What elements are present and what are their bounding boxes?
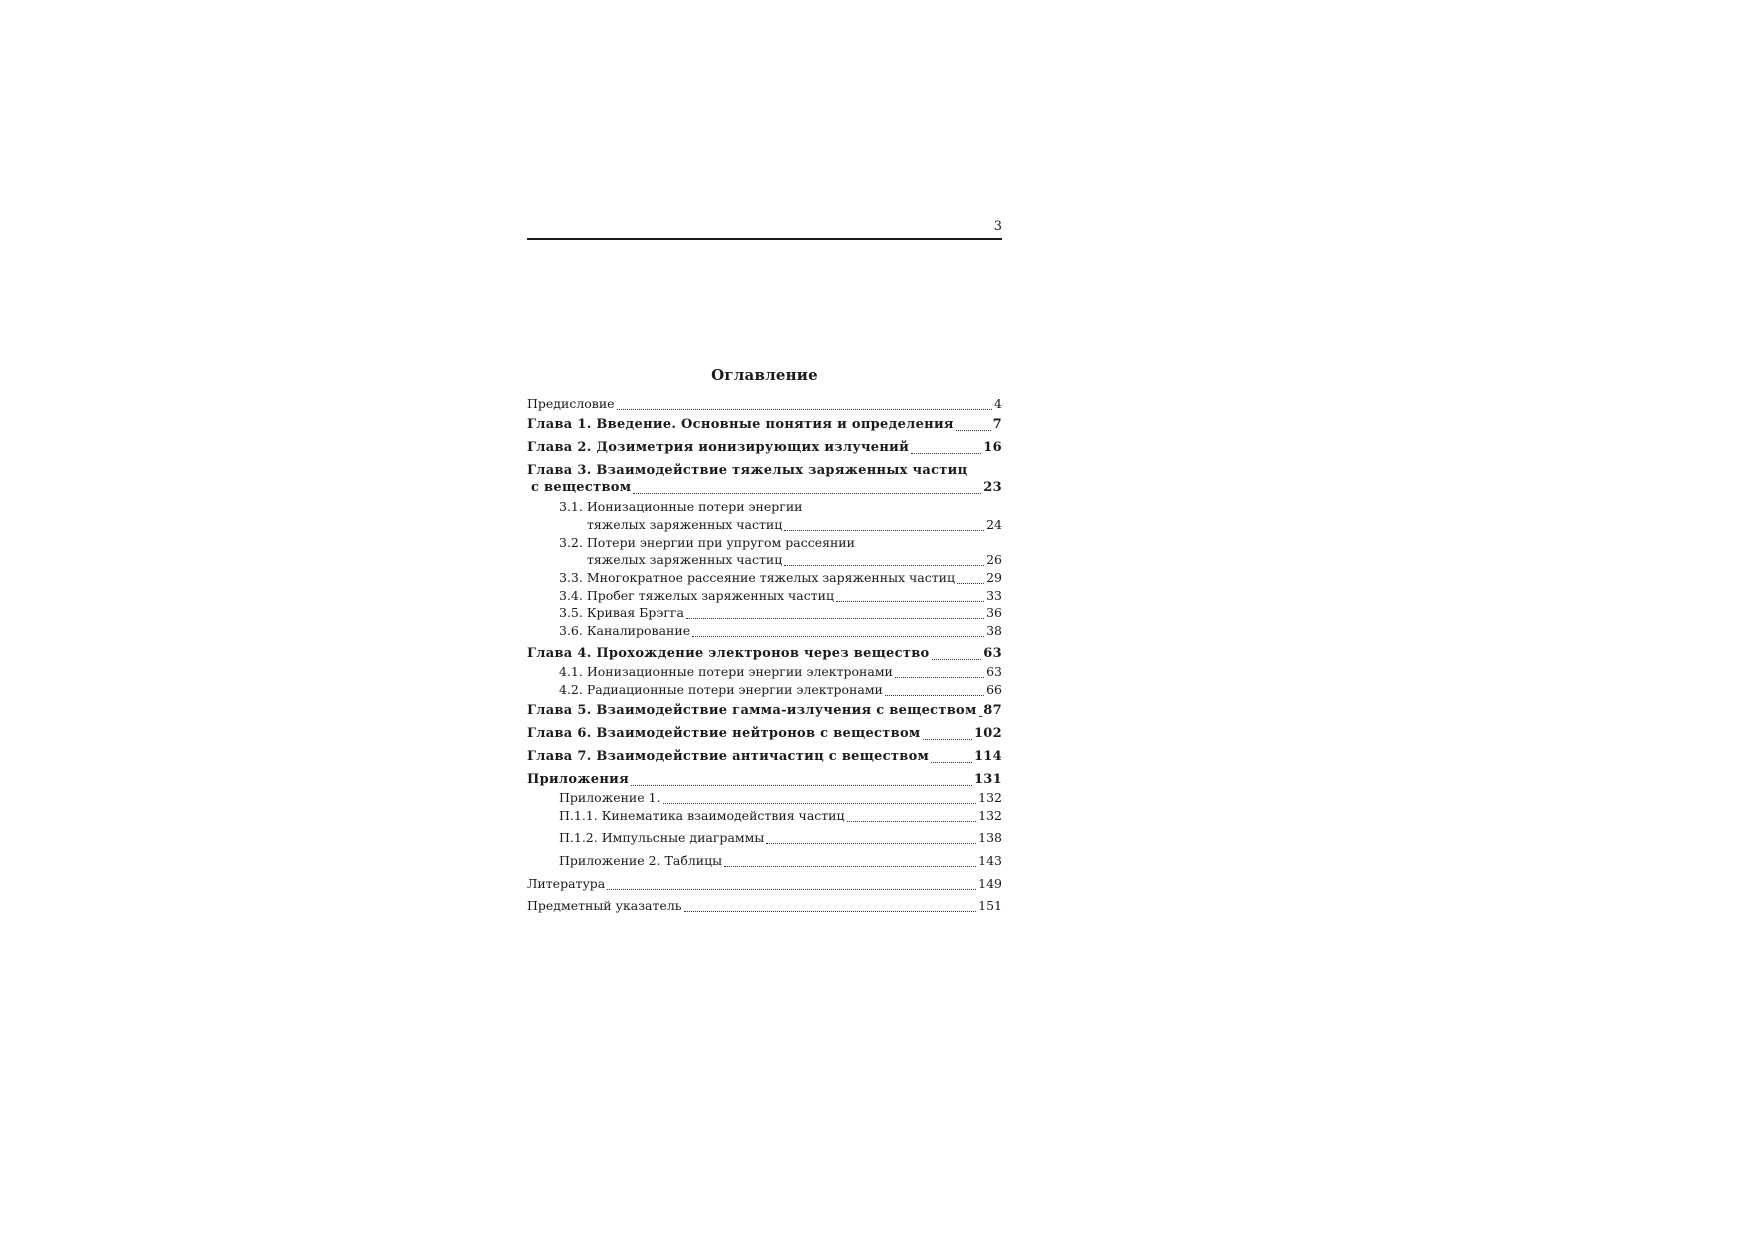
toc-entry-chapter-4[interactable] — [527, 646, 1002, 664]
toc-entry-text: 3.5. Кривая Брэгга — [559, 605, 684, 620]
toc-entry-page: 33 — [986, 588, 1002, 603]
leader-dots — [885, 694, 984, 696]
toc-entry-text: Глава 4. Прохождение электронов через вещество — [527, 646, 930, 661]
leader-dots — [979, 715, 982, 717]
toc-entry-literature[interactable] — [527, 876, 1002, 894]
toc-entry-4-2[interactable] — [559, 682, 1002, 700]
toc-entry-page: 149 — [978, 876, 1002, 891]
toc-entry-text: 4.1. Ионизационные потери энергии электронами — [559, 664, 893, 679]
page-number: 3 — [993, 219, 1002, 234]
toc-entry-chapter-3-line1[interactable]: Глава 3. Взаимодействие тяжелых заряженных частиц — [527, 463, 968, 478]
toc-entry-text: Глава 7. Взаимодействие античастиц с веществом — [527, 749, 930, 764]
toc-entry-3-6[interactable] — [559, 623, 1002, 641]
toc-entry-page: 151 — [978, 898, 1002, 913]
leader-dots — [784, 529, 984, 531]
toc-entry-page: 7 — [992, 417, 1002, 432]
toc-entry-page: 143 — [978, 853, 1002, 868]
toc-entry-preface[interactable] — [527, 396, 1002, 414]
leader-dots — [957, 582, 984, 584]
toc-entry-text: Литература — [527, 876, 606, 891]
toc-entry-appendix-1[interactable] — [559, 790, 1002, 808]
leader-dots — [686, 617, 984, 619]
toc-entry-page: 138 — [978, 830, 1002, 845]
toc-entry-text: Приложения — [527, 772, 630, 787]
toc-entry-3-1-line1[interactable]: 3.1. Ионизационные потери энергии — [559, 499, 803, 514]
leader-dots — [931, 761, 972, 763]
toc-entry-text: 3.3. Многократное рассеяние тяжелых заряженных частиц — [559, 570, 956, 585]
document-page — [527, 0, 1002, 1241]
toc-entry-page: 4 — [994, 396, 1002, 411]
toc-entry-page: 63 — [986, 664, 1002, 679]
toc-entry-page: 16 — [983, 440, 1002, 455]
leader-dots — [784, 564, 984, 566]
toc-entry-3-5[interactable] — [559, 605, 1002, 623]
toc-entry-subject-index[interactable] — [527, 898, 1002, 916]
toc-entry-chapter-3[interactable] — [531, 480, 1002, 498]
leader-dots — [724, 865, 976, 867]
toc-entry-text: Предметный указатель — [527, 898, 682, 913]
toc-entry-text: Приложение 1. — [559, 790, 661, 805]
leader-dots — [663, 802, 977, 804]
leader-dots — [836, 600, 984, 602]
toc-entry-3-2[interactable] — [587, 552, 1002, 570]
toc-entry-3-2-line1[interactable]: 3.2. Потери энергии при упругом рассеянии — [559, 535, 855, 550]
header-rule — [527, 238, 1002, 240]
toc-entry-chapter-1[interactable] — [527, 417, 1002, 435]
toc-entry-page: 131 — [973, 772, 1002, 787]
toc-entry-text: Глава 5. Взаимодействие гамма-излучения с веществом — [527, 703, 977, 718]
leader-dots — [631, 784, 972, 786]
leader-dots — [911, 452, 981, 454]
toc-entry-p-1-2[interactable] — [559, 830, 1002, 848]
toc-entry-page: 26 — [986, 552, 1002, 567]
toc-title: Оглавление — [711, 366, 818, 384]
leader-dots — [684, 910, 977, 912]
toc-entry-appendices[interactable] — [527, 772, 1002, 790]
toc-entry-text: П.1.2. Импульсные диаграммы — [559, 830, 765, 845]
toc-entry-text: Приложение 2. Таблицы — [559, 853, 723, 868]
leader-dots — [692, 635, 984, 637]
toc-entry-page: 29 — [986, 570, 1002, 585]
toc-entry-page: 36 — [986, 605, 1002, 620]
toc-entry-page: 38 — [986, 623, 1002, 638]
toc-entry-3-4[interactable] — [559, 588, 1002, 606]
leader-dots — [895, 676, 984, 678]
leader-dots — [956, 429, 991, 431]
toc-entry-text: Предисловие — [527, 396, 615, 411]
toc-entry-3-1[interactable] — [587, 517, 1002, 535]
leader-dots — [847, 820, 977, 822]
toc-entry-4-1[interactable] — [559, 664, 1002, 682]
toc-entry-text: 4.2. Радиационные потери энергии электронами — [559, 682, 883, 697]
leader-dots — [617, 408, 992, 410]
leader-dots — [766, 842, 976, 844]
toc-entry-p-1-1[interactable] — [559, 808, 1002, 826]
toc-entry-page: 87 — [983, 703, 1002, 718]
toc-entry-chapter-2[interactable] — [527, 440, 1002, 458]
toc-entry-text: 3.4. Пробег тяжелых заряженных частиц — [559, 588, 834, 603]
toc-entry-page: 63 — [983, 646, 1002, 661]
toc-entry-page: 132 — [978, 808, 1002, 823]
toc-entry-chapter-6[interactable] — [527, 726, 1002, 744]
leader-dots — [633, 492, 981, 494]
toc-entry-page: 23 — [983, 480, 1002, 495]
toc-entry-page: 114 — [973, 749, 1002, 764]
toc-entry-page: 132 — [978, 790, 1002, 805]
toc-entry-page: 102 — [973, 726, 1002, 741]
toc-entry-page: 24 — [986, 517, 1002, 532]
leader-dots — [932, 658, 982, 660]
toc-entry-text: Глава 1. Введение. Основные понятия и определения — [527, 417, 954, 432]
toc-entry-text: Глава 2. Дозиметрия ионизирующих излучений — [527, 440, 910, 455]
toc-entry-chapter-7[interactable] — [527, 749, 1002, 767]
toc-entry-appendix-2[interactable] — [559, 853, 1002, 871]
toc-entry-3-3[interactable] — [559, 570, 1002, 588]
toc-entry-text: 3.6. Каналирование — [559, 623, 691, 638]
leader-dots — [923, 738, 972, 740]
toc-entry-text: П.1.1. Кинематика взаимодействия частиц — [559, 808, 845, 823]
toc-entry-text: тяжелых заряженных частиц — [587, 552, 783, 567]
leader-dots — [607, 888, 976, 890]
toc-entry-page: 66 — [986, 682, 1002, 697]
toc-entry-text: Глава 6. Взаимодействие нейтронов с веществом — [527, 726, 921, 741]
toc-entry-chapter-5[interactable] — [527, 703, 1002, 721]
toc-entry-text: тяжелых заряженных частиц — [587, 517, 783, 532]
toc-entry-text: с веществом — [531, 480, 632, 495]
